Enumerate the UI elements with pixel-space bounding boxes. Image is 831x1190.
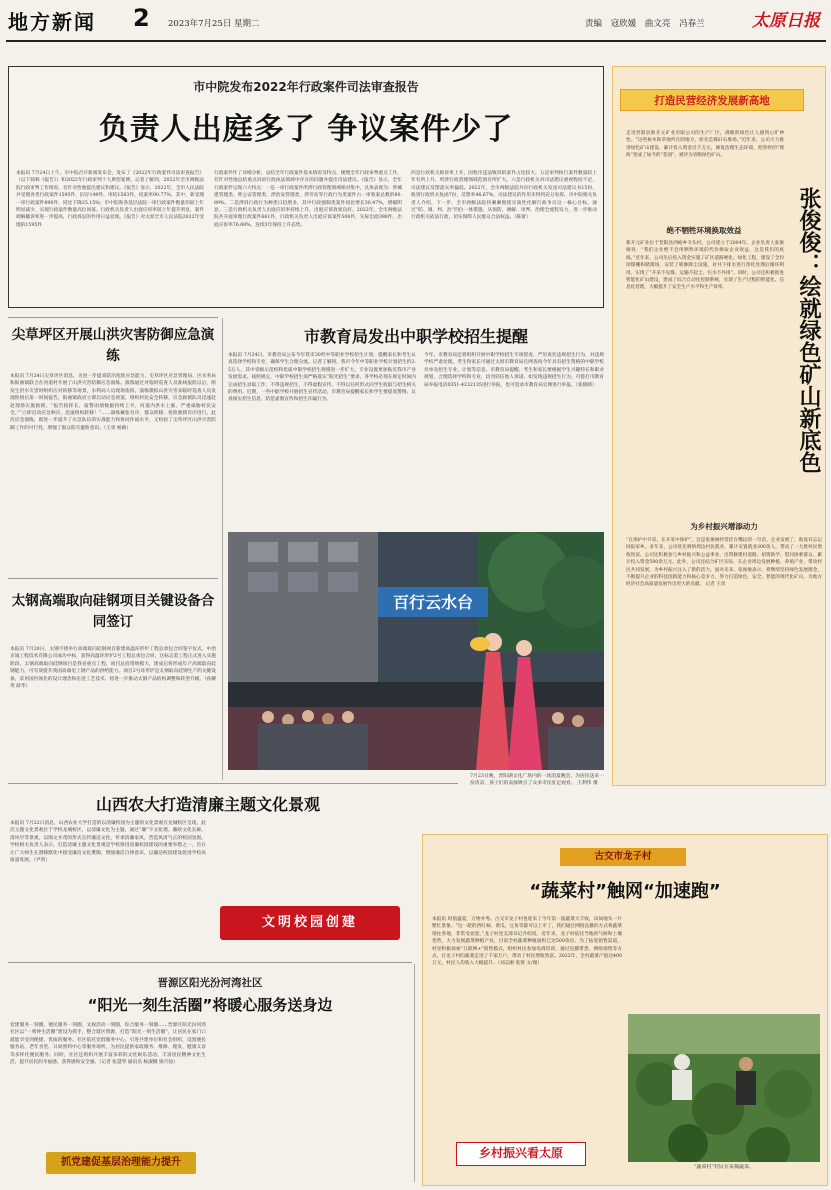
lead-col-3: 四是行政机关败诉率上升，因程序违法败诉的案件占比较大。五是审判执行案件数量较上年有所上升，所涉行政管理领域范围有所扩大。六是行政机关对司法建议重视程度不足，司法建议反馈落实率偏低。2022年，全市两级法院共向行政机关发送司法建议书15份，收到行政机关复函7份，反馈率46.67%，司法建议的作用未得到充分发挥。市中院相关负责人介绍，下一步，全市两级法院将紧紧围绕实质性化解行政争议这一核心目标，通过“防、调、判、治”四位一体措施，从预防、调解、审判、治理全流程发力，进一步推动行政机关依法行政，切实保障人民群众合法权益。（陈蕾） <box>411 171 597 221</box>
page-header <box>0 0 831 42</box>
newspaper-logo: 太原日报 <box>752 11 820 31</box>
divider <box>8 962 412 963</box>
culture-title: 山西农大打造清廉主题文化景观 <box>95 795 320 814</box>
rural-revitalization-banner: 乡村振兴看太原 <box>456 1142 586 1166</box>
sidebar-headline: 张俊俊：绘就绿色矿山新底色 <box>796 187 821 473</box>
vegetable-title: “蔬菜村”触网“加速跑” <box>529 881 721 902</box>
service-text-cont <box>214 1022 412 1178</box>
vocational-col-2: 今年，市教育局还将组织开展中职学校招生专项督查，严厉查处违规招生行为，对违规学校严肃处理。考生和家长可通过太原市教育局官网查询今年具有招生资格的中职学校名单及招生专业、计划等信息。市教育局提醒，考生和家长要根据学生兴趣特长和职业规划，合理选择学校和专业，切勿轻信他人承诺。如发现违规招生行为，可拨打市教育局举报电话0351-4232135进行举报，也可登录市教育局官网进行举报。（张晓晴） <box>424 353 604 388</box>
divider <box>8 317 218 318</box>
lead-col-2: 行政案件作了详细分析，总结全年行政案件基本情况及特点，梳理全年行政审判重点工作，有针对性地总结重点诉诉行政执法领域中存在的问题并提出司法建议。《报告》显示，全年行政案件呈现六大特点：一是一审行政案件所涉行政管理领域相对集中，具体表现为：涉城建管理类、涉公安管理类、涉治安管理类，涉劳动等行政行为类案件占一审收案总数的80.89%。二是涉诉行政行为种类日趋增多，其中行政强制类案件同比增长30.47%，增幅明显。三是行政机关负责人出庭应诉率持续上升，出庭应诉效果良好。2022年，全市两级法院共开庭审理行政案件661件，行政机关负责人出庭应诉案件506件，实际出庭388件，出庭应诉率76.69%，连续3年保持上升态势。 <box>214 171 402 228</box>
header-rule <box>6 40 826 42</box>
party-building-banner: 抓党建促基层治理能力提升 <box>46 1152 196 1174</box>
section-title: 地方新闻 <box>8 10 96 34</box>
vegetable-photo <box>628 1014 820 1162</box>
service-title: “阳光一刻生活圈”将暖心服务送身边 <box>87 996 333 1014</box>
page-number: 2 <box>133 4 150 32</box>
sidebar-text-2: “在保护中开采，在开采中保护”，这是张俊俊经常挂在嘴边的一句话。企业发展了，他没有忘记回报家乡。多年来，公司优先吸纳周边村民就业，累计安置就业300余人，带动了一大批村民增收致富。公司还积极参与乡村振兴和公益事业，出资修建村道路、捐资助学、慰问困难群众，累计投入资金500余万元。此外，公司还结合矿区实际，在企业周边发展种植、养殖产业，带动村民共同发展，为乡村振兴注入了新的活力。面对未来，张俊俊表示，将继续坚持绿色发展理念，不断提升企业的科技创新能力和核心竞争力，努力打造绿色、安全、智能的现代化矿山，为地方经济社会高质量发展作出更大的贡献。 记者 王勇 <box>626 538 822 588</box>
vegetable-text: 本报讯 时值盛夏，万物并秀。古交市龙子村也迎来了今年第一波蔬菜大丰收，田间地头一片繁忙景象。“这一轮的西红柿、黄瓜、豆角等都可以上市了，我们通过网络直播的方式将蔬菜销往各地，非常受欢迎。”龙子村党支部书记介绍说，近年来，龙子村依托当地的气候和土壤优势，大力发展蔬菜种植产业，目前全村蔬菜种植面积已达500余亩。为了拓宽销售渠道，村里积极探索“互联网+”销售模式，组织村民参加电商培训，通过直播带货、网络销售等方式，让龙子村的蔬菜走进了千家万户，带动了村民增收致富。2022年，全村蔬菜产值达400万元，村民人均收入大幅提升。（刘志刚 张蓉 文/图） <box>432 917 622 967</box>
culture-text-cont <box>218 820 406 864</box>
steel-text: 本报讯 7月20日，太钢不锈举行高端取向硅钢项目新建高温环形炉工程总承包合同签字仪式，中冶京诚工程技术有限公司成功中标，获得高温环形炉2号工程总承包合同，这标志着工程正式进入实施阶段。太钢高端取向硅钢项目是我省重点工程，项目总投资规模大，建成后将形成年产高端取向硅钢能力，可有效提升我国高端电工钢产品的供给能力。项目2号环形炉是太钢取向硅钢生产的关键设备，采用国内领先的设计理念和先进工艺技术，将进一步推动太钢产品结构调整和转型升级。（孙耀英 薛华） <box>10 647 216 690</box>
civilized-campus-badge: 文明校园创建 <box>220 906 400 940</box>
column-rule <box>414 964 415 1182</box>
lead-kicker: 市中院发布2022年行政案件司法审查报告 <box>193 80 419 94</box>
flood-title: 尖草坪区开展山洪灾害防御应急演练 <box>11 327 215 364</box>
service-text: 党建服务一刻圈，便民服务一刻圈，文娱活动一刻圈，综合服务一刻圈……晋源区阳光汾河湾社区以“一刻钟生活圈”建设为抓手，整合辖区资源，打造“阳光一刻生活圈”，让居民在家门口就能享受到便捷、优质的服务。社区依托党群服务中心，引进共建单位和社会组织，设置便民服务站、老年食堂、日间照料中心等服务场所，为居民提供家政服务、维修、理发、健康义诊等多样化便民服务。同时，社区还组织开展丰富多彩的文化娱乐活动，丰富居民精神文化生活，提升居民的幸福感、获得感和安全感。（记者 张慧琴 通讯员 杨淑娜 梁月仙） <box>10 1023 206 1066</box>
culture-text: 本报讯 7月22日消息，山西农业大学打造的以清廉校园为主题的文化景观在龙城校区呈现。此次主题文化景观位于学校龙城校区，以清廉文化为主题，通过“廉”字文化墙、廉政文化长廊、清风亭等景观，以图文并茂的形式宣传廉洁文化，传承清廉家风，营造风清气正的校园氛围。学校相关负责人表示，打造清廉主题文化景观是学校推进清廉校园建设的重要举措之一，旨在让广大师生在潜移默化中接受廉洁文化熏陶，增强廉洁自律意识，以廉洁校园建设促进学校高质量发展。（尹剑） <box>10 821 206 864</box>
divider <box>8 578 218 579</box>
photo-sign: 百行云水台 <box>393 593 474 612</box>
column-rule <box>222 318 223 780</box>
steel-title: 太钢高端取向硅钢项目关键设备合同签订 <box>11 593 215 630</box>
photo-caption: 7月23日晚，晋阳湖文化广场内的一场消夏晚会，为居民送来一份清凉，孩子们的表演吸引了众多市民驻足观看。 王利伟 摄 <box>470 773 604 817</box>
sidebar-intro: 走进晋阳县新开元矿业有限公司的生产厂区，满眼的绿色让人感到心旷神怡。“这些树木和草地所在的地方，原先是煤矸石堆场。”近年来，公司大力推进绿色矿山建设，累计投入资金近千万元，修复治理生态环境，把曾经的“煤海”变成了如今的“花园”，被评为省级绿色矿山。 <box>626 131 784 159</box>
service-kicker: 晋源区阳光汾河湾社区 <box>157 977 263 989</box>
issue-date: 2023年7月25日 星期二 <box>168 19 260 29</box>
performance-photo <box>228 532 604 770</box>
lead-headline: 负责人出庭多了 争议案件少了 <box>98 112 514 147</box>
private-economy-banner: 打造民营经济发展新高地 <box>620 89 804 111</box>
vocational-col-1: 本报讯 7月24日，市教育局公布今年我市30所中等职业学校招生计划，提醒家长和考生认真选择学校和专业，确保学生合理分流。记者了解到，我市今年中等职业学校计划招生约2.5万人，其中省级示范校和优质中职学校招生规模进一步扩大，专业设置更加贴近我市产业发展需求。按照规定，中职学校招生须严格落实“阳光招生”要求，各学校必须在规定时间内完成招生录取工作，不得违规招生，不得虚假宣传，不得以任何形式向学生收取与招生相关的费用。近期，一些中职学校开展招生宣传活动，市教育局提醒家长和学生要提高警惕，认真核实招生信息，防范虚假宣传和招生诈骗行为。 <box>228 353 416 403</box>
vegetable-photo-caption: “蔬菜村”村民在采摘蔬菜。 <box>693 1164 755 1170</box>
sidebar-text-1: 新开元矿业位于晋阳县西峪乡寺头村，公司建立于2004年。企业负责人张俊俊说：“我们企业绝不会用牺牲环境的代价换取企业效益，这是我们的底线。”近年来，公司先后投入资金实施了矿区道路硬化、绿化工程，建设了全封闭煤棚和储煤场，安装了喷淋降尘设施，对井下排水进行净化处理后循环利用，实现了“开采不见煤、运输不起尘、污水不外排”。同时，公司还积极推进智能化矿山建设，建成了综合自动化控制系统，实现了生产过程的智能化、信息化管理，大幅提升了安全生产水平和生产效率。 <box>626 241 784 291</box>
vegetable-text-cont <box>628 916 820 1012</box>
flood-text: 本报讯 7月24日尖草坪区消息，为进一步提高防汛抢险应急能力，尖草坪区应急管理局、区水务局和阳曲镇联合在河道村开展了山洪灾害防御应急演练。演练通过对临时巡查人员准线报险以后，组发生洪水灾害时组织应对转移等场景，水利局人员现场指挥，演练模拟山洪灾害来临时巡查人员发现险情后第一时间报告，阳曲镇政府立即启动应急预案，组织村民安全转移，应急救援队员迅速赶赴现场实施救援。“报告指挥长，报警雨情数据持续上升，河道内洪水上涨，严重威胁村民安全。”“立即启动应急响应，迅速组织转移！”……演练紧张有序，群众转移、抢险救援有序进行。此次应急演练，既进一步提升了应急队伍的实战能力和协同作战水平，又检验了尖草坪区山洪灾害防御工作的可行性，增强了群众防灾避险意识。（王勇 杨晓） <box>10 374 216 431</box>
editors: 责编 寇欣媛 曲文亮 冯春兰 <box>585 19 705 29</box>
sidebar-subhead-2: 为乡村振兴增添动力 <box>690 522 758 531</box>
divider <box>8 783 458 784</box>
vocational-title: 市教育局发出中职学校招生提醒 <box>303 327 528 346</box>
sidebar-subhead-1: 绝不牺牲环境换取效益 <box>666 226 742 235</box>
lead-col-1: 本报讯 7月24日上午，市中院召开新闻发布会，发布了《2022年行政案件司法审查报告》（以下简称《报告》）和2022年行政审判十大典型案例。记者了解到，2022年全市两级法院行政审判工作情况，有针对性地提出建议和建议。《报告》显示，2022年，全市人民法院共受理各类行政案件1595件，旧存149件，审结1583件，结案率90.77%。其中，新受理一审行政案件896件，同比下降25.15%；市中院和各基层法院一审行政案件数量均较上年明显减少，实现行政案件数量高位回落。行政机关负责人出庭应诉率较上年提升明显，案件调解撤诉率进一步提高，行政诉讼的作用日益显现。《报告》对太原全市人民法院2022年受理的1595件 <box>16 171 204 228</box>
vegetable-kicker: 古交市龙子村 <box>560 848 686 866</box>
